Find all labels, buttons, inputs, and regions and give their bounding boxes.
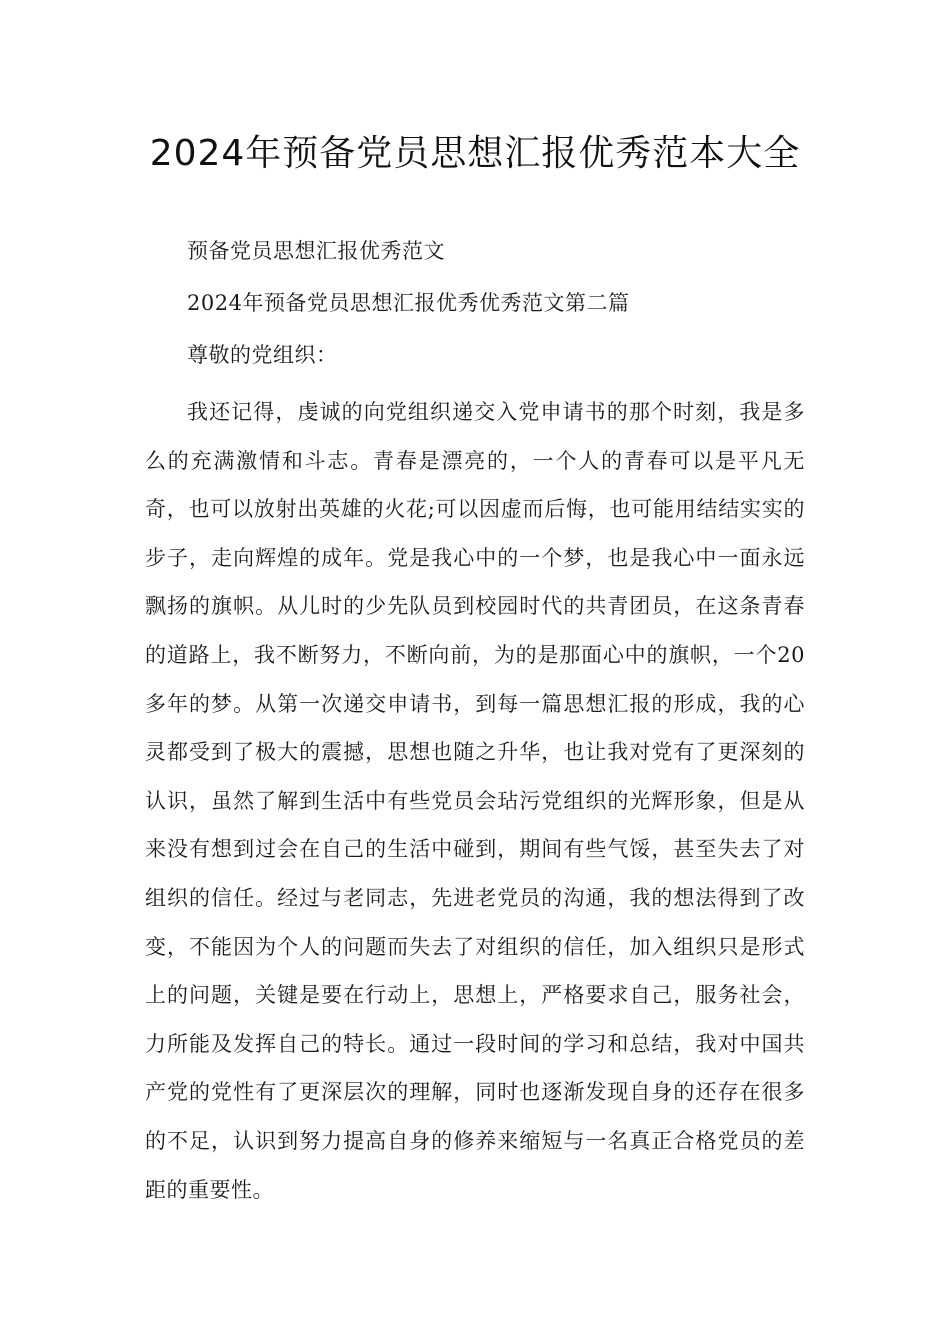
paragraph-article-heading: 2024年预备党员思想汇报优秀优秀范文第二篇 [187,291,630,315]
document-title: 2024年预备党员思想汇报优秀范本大全 [149,133,801,174]
paragraph-subtitle: 预备党员思想汇报优秀范文 [187,239,445,263]
document-body [145,232,805,1214]
paragraph-body: 我还记得，虔诚的向党组织递交入党申请书的那个时刻，我是多么的充满激情和斗志。青春是漂亮的，一个人的青春可以是平凡无奇，也可以放射出英雄的火花;可以因虚而后悔，也可能用结结实实的步子，走向辉煌的成年。党是我心中的一个梦，也是我心中一面永远飘扬的旗帜。从儿时的少先队员到校园时代的共青团员，在这条青春的道路上，我不断努力，不断向前，为的是那面心中的旗帜，一个20多年的梦。从第一次递交申请书，到每一篇思想汇报的形成，我的心灵都受到了极大的震撼，思想也随之升华，也让我对党有了更深刻的认识，虽然了解到生活中有些党员会玷污党组织的光辉形象，但是从来没有想到过会在自己的生活中碰到，期间有些气馁，甚至失去了对组织的信任。经过与老同志，先进老党员的沟通，我的想法得到了改变，不能因为个人的问题而失去了对组织的信任，加入组织只是形式上的问题，关键是要在行动上，思想上，严格要求自己，服务社会，力所能及发挥自己的特长。通过一段时间的学习和总结，我对中国共产党的党性有了更深层次的理解，同时也逐渐发现自身的还存在很多的不足，认识到努力提高自身的修养来缩短与一名真正合格党员的差距的重要性。 [145,400,805,1202]
paragraph-salutation: 尊敬的党组织： [187,343,338,367]
